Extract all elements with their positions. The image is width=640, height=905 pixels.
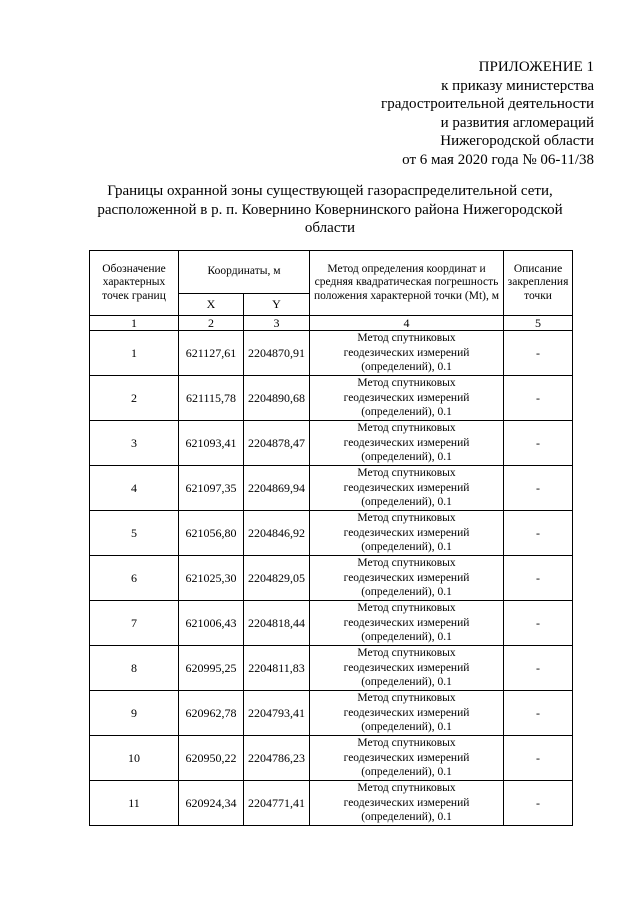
method-line: (определений), 0.1: [361, 406, 452, 419]
method-line: геодезических измерений: [343, 751, 470, 764]
table-row: [90, 511, 573, 556]
title-line: расположенной в р. п. Ковернино Ковернинского района Нижегородской: [97, 201, 563, 218]
y-coordinate-cell: 2204869,94: [244, 466, 310, 511]
method-line: геодезических измерений: [343, 526, 470, 539]
y-coordinate-cell: 2204829,05: [244, 556, 310, 601]
table-row: [90, 736, 573, 781]
description-cell: -: [504, 601, 573, 646]
method-line: (определений), 0.1: [361, 451, 452, 464]
table-row: [90, 781, 573, 826]
x-coordinate-cell: 621056,80: [179, 511, 244, 556]
x-coordinate-cell: 621127,61: [179, 331, 244, 376]
method-cell: [310, 646, 504, 691]
table-row: [90, 331, 573, 376]
method-line: геодезических измерений: [343, 661, 470, 674]
method-line: (определений), 0.1: [361, 721, 452, 734]
method-line: Метод спутниковых: [357, 557, 456, 570]
appendix-line: градостроительной деятельности: [381, 96, 594, 112]
x-coordinate-cell: 620995,25: [179, 646, 244, 691]
method-line: Метод спутниковых: [357, 647, 456, 660]
column-number: 4: [310, 316, 504, 331]
header-method: Метод определения координат и средняя квадратическая погрешность положения характерной точки (Mt), м: [310, 251, 504, 316]
table-row: [90, 556, 573, 601]
x-coordinate-cell: 620962,78: [179, 691, 244, 736]
column-number: 3: [244, 316, 310, 331]
header-coordinates: Координаты, м: [179, 251, 310, 294]
x-coordinate-cell: 621006,43: [179, 601, 244, 646]
appendix-line: и развития агломераций: [440, 114, 594, 131]
description-cell: -: [504, 376, 573, 421]
point-number-cell: 8: [90, 646, 179, 691]
method-line: Метод спутниковых: [357, 332, 456, 345]
table-body: [90, 331, 573, 826]
y-coordinate-cell: 2204878,47: [244, 421, 310, 466]
method-line: геодезических измерений: [343, 391, 470, 404]
y-coordinate-cell: 2204771,41: [244, 781, 310, 826]
description-cell: -: [504, 556, 573, 601]
x-coordinate-cell: 621097,35: [179, 466, 244, 511]
method-line: Метод спутниковых: [357, 782, 456, 795]
y-coordinate-cell: 2204818,44: [244, 601, 310, 646]
method-line: Метод спутниковых: [357, 512, 456, 525]
point-number-cell: 5: [90, 511, 179, 556]
appendix-line: от 6 мая 2020 года № 06-11/38: [402, 151, 594, 168]
method-line: Метод спутниковых: [357, 422, 456, 435]
table-row: [90, 466, 573, 511]
x-coordinate-cell: 620924,34: [179, 781, 244, 826]
header-y: Y: [244, 294, 310, 316]
table-row: [90, 601, 573, 646]
method-cell: [310, 556, 504, 601]
point-number-cell: 9: [90, 691, 179, 736]
method-cell: [310, 331, 504, 376]
method-cell: [310, 376, 504, 421]
x-coordinate-cell: 621025,30: [179, 556, 244, 601]
x-coordinate-cell: 621115,78: [179, 376, 244, 421]
method-line: (определений), 0.1: [361, 766, 452, 779]
method-line: геодезических измерений: [343, 436, 470, 449]
y-coordinate-cell: 2204786,23: [244, 736, 310, 781]
table-row: [90, 376, 573, 421]
method-line: (определений), 0.1: [361, 676, 452, 689]
x-coordinate-cell: 621093,41: [179, 421, 244, 466]
y-coordinate-cell: 2204890,68: [244, 376, 310, 421]
description-cell: -: [504, 646, 573, 691]
method-line: (определений), 0.1: [361, 541, 452, 554]
method-cell: [310, 781, 504, 826]
description-cell: -: [504, 421, 573, 466]
method-line: геодезических измерений: [343, 796, 470, 809]
title-line: Границы охранной зоны существующей газораспределительной сети,: [107, 183, 553, 199]
description-cell: -: [504, 736, 573, 781]
method-cell: [310, 736, 504, 781]
point-number-cell: 3: [90, 421, 179, 466]
method-line: геодезических измерений: [343, 706, 470, 719]
column-number: 5: [504, 316, 573, 331]
point-number-cell: 10: [90, 736, 179, 781]
method-line: геодезических измерений: [343, 346, 470, 359]
point-number-cell: 11: [90, 781, 179, 826]
column-number-row: [90, 316, 573, 331]
method-line: (определений), 0.1: [361, 586, 452, 599]
method-cell: [310, 421, 504, 466]
x-coordinate-cell: 620950,22: [179, 736, 244, 781]
method-line: (определений), 0.1: [361, 811, 452, 824]
header-description: Описание закрепления точки: [504, 251, 573, 316]
point-number-cell: 4: [90, 466, 179, 511]
description-cell: -: [504, 511, 573, 556]
method-line: Метод спутниковых: [357, 377, 456, 390]
appendix-line: к приказу министерства: [441, 77, 594, 94]
boundary-points-table: [89, 250, 573, 826]
method-cell: [310, 511, 504, 556]
method-line: геодезических измерений: [343, 571, 470, 584]
point-number-cell: 2: [90, 376, 179, 421]
y-coordinate-cell: 2204846,92: [244, 511, 310, 556]
method-cell: [310, 466, 504, 511]
method-cell: [310, 601, 504, 646]
column-number: 2: [179, 316, 244, 331]
method-line: геодезических измерений: [343, 616, 470, 629]
method-line: Метод спутниковых: [357, 467, 456, 480]
method-line: (определений), 0.1: [361, 631, 452, 644]
method-line: Метод спутниковых: [357, 602, 456, 615]
description-cell: -: [504, 331, 573, 376]
point-number-cell: 1: [90, 331, 179, 376]
y-coordinate-cell: 2204793,41: [244, 691, 310, 736]
method-line: Метод спутниковых: [357, 692, 456, 705]
description-cell: -: [504, 781, 573, 826]
description-cell: -: [504, 466, 573, 511]
appendix-line: ПРИЛОЖЕНИЕ 1: [478, 59, 594, 75]
y-coordinate-cell: 2204870,91: [244, 331, 310, 376]
method-line: Метод спутниковых: [357, 737, 456, 750]
appendix-header: [381, 58, 594, 169]
method-cell: [310, 691, 504, 736]
y-coordinate-cell: 2204811,83: [244, 646, 310, 691]
column-number: 1: [90, 316, 179, 331]
header-point-designation: Обозначение характерных точек границ: [90, 251, 179, 316]
point-number-cell: 7: [90, 601, 179, 646]
table-row: [90, 691, 573, 736]
document-title: [90, 182, 570, 238]
point-number-cell: 6: [90, 556, 179, 601]
description-cell: -: [504, 691, 573, 736]
table-row: [90, 421, 573, 466]
table-row: [90, 646, 573, 691]
header-x: X: [179, 294, 244, 316]
method-line: геодезических измерений: [343, 481, 470, 494]
appendix-line: Нижегородской области: [440, 133, 594, 149]
method-line: (определений), 0.1: [361, 361, 452, 374]
title-line: области: [304, 220, 356, 236]
method-line: (определений), 0.1: [361, 496, 452, 509]
